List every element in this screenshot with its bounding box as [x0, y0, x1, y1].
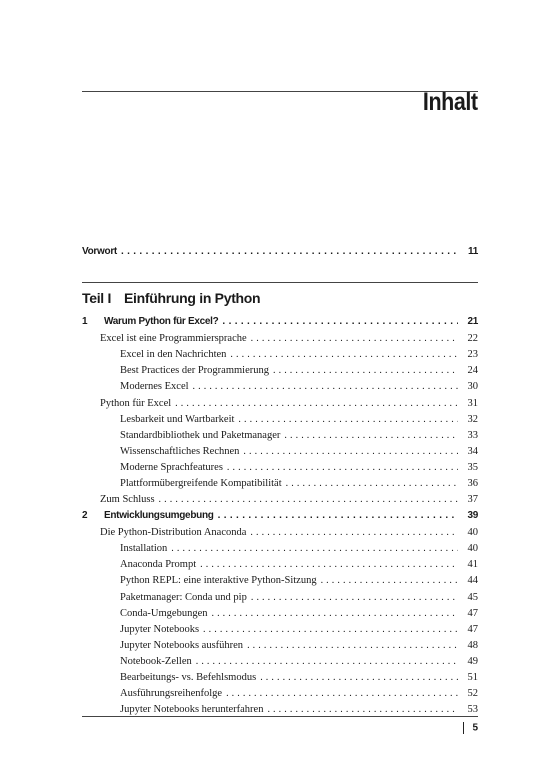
dot-leader — [226, 688, 458, 699]
entry-title: Jupyter Notebooks ausführen — [120, 639, 244, 651]
chapter-page: 21 — [467, 316, 478, 327]
entry-page: 47 — [467, 623, 478, 635]
part-rule — [82, 282, 478, 283]
dot-leader — [250, 527, 458, 538]
entry-title: Wissenschaftliches Rechnen — [120, 445, 240, 457]
entry-page: 44 — [467, 575, 478, 587]
toc-entry-subsection[interactable] — [82, 624, 478, 635]
entry-title: Modernes Excel — [120, 381, 189, 393]
entry-title: Moderne Sprachfeatures — [120, 461, 223, 473]
dot-leader — [243, 446, 458, 457]
entry-page: 41 — [467, 559, 478, 571]
entry-page: 23 — [467, 349, 478, 361]
dot-leader — [267, 704, 458, 715]
entry-title: Plattformübergreifende Kompatibilität — [120, 478, 282, 489]
bottom-rule — [82, 716, 478, 717]
entry-title: Best Practices der Programmierung — [120, 365, 269, 377]
chapter-number: 1 — [82, 316, 88, 327]
chapter-title: Warum Python für Excel? — [104, 316, 219, 327]
entry-page: 47 — [467, 607, 478, 619]
toc-entry-subsection[interactable] — [82, 349, 478, 360]
entry-title: Anaconda Prompt — [120, 559, 197, 571]
dot-leader — [211, 608, 458, 619]
toc-entry-subsection[interactable] — [82, 672, 478, 683]
entry-title: Notebook-Zellen — [120, 655, 192, 667]
dot-leader — [321, 575, 458, 586]
toc-entry-subsection[interactable] — [82, 640, 478, 651]
entry-page: 40 — [467, 527, 478, 539]
entry-title: Installation — [120, 543, 168, 555]
entry-page: 49 — [467, 655, 478, 667]
entry-title: Jupyter Notebooks — [120, 623, 200, 635]
entry-page: 34 — [467, 445, 478, 457]
entry-page: 53 — [467, 704, 478, 716]
entry-page: 31 — [467, 397, 478, 409]
dot-leader — [193, 381, 458, 392]
toc-entry-subsection[interactable] — [82, 381, 478, 392]
toc-entry-subsection[interactable] — [82, 414, 478, 425]
entry-title: Paketmanager: Conda und pip — [120, 591, 247, 603]
dot-leader — [273, 365, 458, 376]
toc-entry-preface[interactable] — [82, 246, 478, 257]
chapter-title: Entwicklungsumgebung — [104, 510, 214, 521]
entry-title: Python für Excel — [100, 397, 172, 409]
entry-title: Die Python-Distribution Anaconda — [100, 527, 247, 539]
toc-entry-subsection[interactable] — [82, 446, 478, 457]
dot-leader — [230, 349, 458, 360]
entry-page: 48 — [467, 639, 478, 651]
dot-leader — [284, 430, 458, 441]
entry-page: 30 — [467, 381, 478, 393]
page-number: 5 — [472, 722, 478, 734]
toc-entry-section[interactable] — [82, 527, 478, 538]
toc-entry-subsection[interactable] — [82, 575, 478, 586]
entry-title: Python REPL: eine interaktive Python-Sitzung — [120, 575, 317, 587]
toc-entry-subsection[interactable] — [82, 430, 478, 441]
toc-entry-subsection[interactable] — [82, 365, 478, 376]
entry-title: Zum Schluss — [100, 494, 155, 506]
entry-title: Standardbibliothek und Paketmanager — [120, 429, 281, 441]
dot-leader — [251, 333, 458, 344]
entry-title: Lesbarkeit und Wartbarkeit — [120, 413, 235, 425]
entry-title: Bearbeitungs- vs. Befehlsmodus — [120, 672, 257, 683]
dot-leader — [218, 510, 458, 521]
toc-entry-subsection[interactable] — [82, 543, 478, 554]
entry-title: Jupyter Notebooks herunterfahren — [120, 704, 264, 716]
entry-page: 24 — [467, 365, 478, 377]
dot-leader — [196, 656, 458, 667]
toc-entry-subsection[interactable] — [82, 462, 478, 473]
part-heading — [82, 290, 260, 306]
toc-entry-section[interactable] — [82, 333, 478, 344]
preface-page: 11 — [468, 246, 478, 257]
entry-page: 35 — [467, 461, 478, 473]
dot-leader — [200, 559, 458, 570]
toc-entry-subsection[interactable] — [82, 704, 478, 715]
dot-leader — [238, 414, 458, 425]
dot-leader — [286, 478, 458, 489]
dot-leader — [175, 398, 458, 409]
dot-leader — [260, 672, 458, 683]
top-rule — [82, 91, 478, 92]
dot-leader — [159, 494, 458, 505]
toc-entry-subsection[interactable] — [82, 478, 478, 489]
dot-leader — [251, 592, 458, 603]
entry-page: 22 — [467, 333, 478, 345]
toc-entry-subsection[interactable] — [82, 592, 478, 603]
toc-entry-subsection[interactable] — [82, 656, 478, 667]
page-title: Inhalt — [423, 88, 478, 116]
toc-entry-subsection[interactable] — [82, 608, 478, 619]
dot-leader — [222, 316, 458, 327]
dot-leader — [171, 543, 458, 554]
entry-title: Conda-Umgebungen — [120, 607, 208, 619]
entry-page: 37 — [467, 494, 478, 506]
entry-title: Excel in den Nachrichten — [120, 349, 227, 361]
dot-leader — [227, 462, 458, 473]
entry-title: Ausführungsreihenfolge — [120, 688, 223, 700]
entry-page: 33 — [467, 429, 478, 441]
toc-entry-section[interactable] — [82, 494, 478, 505]
toc-entry-subsection[interactable] — [82, 559, 478, 570]
toc-entry-chapter[interactable] — [82, 510, 478, 521]
part-title: Einführung in Python — [124, 290, 261, 306]
toc-entry-subsection[interactable] — [82, 688, 478, 699]
preface-title: Vorwort — [82, 246, 117, 257]
entry-page: 52 — [467, 688, 478, 700]
chapter-number: 2 — [82, 510, 88, 521]
page-footer — [463, 722, 478, 734]
dot-leader — [203, 624, 458, 635]
toc-entry-chapter[interactable] — [82, 316, 478, 327]
entry-page: 36 — [467, 478, 478, 489]
entry-page: 51 — [467, 672, 478, 683]
footer-divider — [463, 722, 464, 734]
entry-page: 45 — [467, 591, 478, 603]
entry-page: 40 — [467, 543, 478, 555]
dot-leader — [247, 640, 458, 651]
chapter-page: 39 — [467, 510, 478, 521]
dot-leader — [121, 246, 458, 257]
part-number: Teil I — [82, 290, 112, 306]
entry-title: Excel ist eine Programmiersprache — [100, 333, 247, 345]
toc-entry-section[interactable] — [82, 398, 478, 409]
entry-page: 32 — [467, 413, 478, 425]
